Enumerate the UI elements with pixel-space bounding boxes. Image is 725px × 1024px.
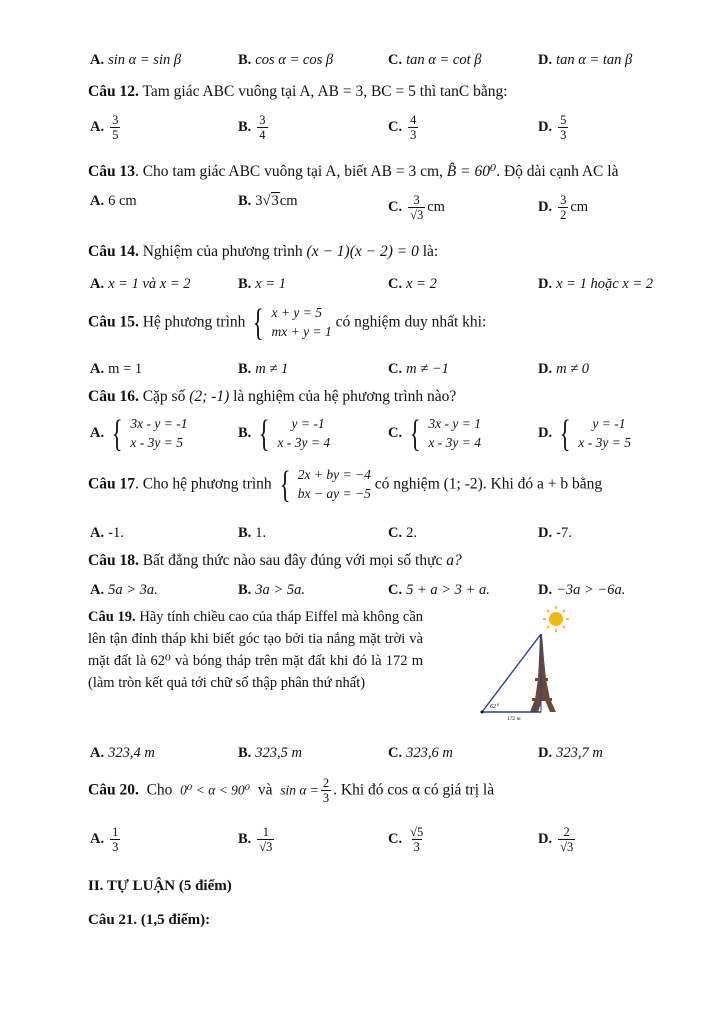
q19-option-c: C. 323,6 m <box>388 745 453 761</box>
q19-option-d: D. 323,7 m <box>538 745 603 761</box>
q16-option-a: A. { 3x - y = -1 x - 3y = 5 <box>90 413 188 455</box>
q18-option-a: A. 5a > 3a. <box>90 582 158 598</box>
q13-option-d: D. $\frac{3}{2}$ cm <box>538 193 589 223</box>
q12-option-c: C. $\frac{4}{3}$ <box>388 113 417 143</box>
section-title: II. TỰ LUẬN (5 điểm) <box>88 878 232 894</box>
q17-text: Câu 17. Cho hệ phương trình { 2x + by = −4 bx − ay = −5 có nghiệm (1; -2). Khi đó a + b bằng <box>88 464 603 506</box>
q11-option-b: B. cos α = cos β <box>238 52 334 68</box>
q19-text: Câu 19. Hãy tính chiều cao của tháp Eiffel mà không cần lên tận đỉnh tháp khi biết góc tạo bởi tia nắng mặt trời và mặt đất là 62⁰ và bóng tháp trên mặt đất khi đó là 172 m (làm tròn kết quả tới chữ số thập phân thứ nhất) <box>88 609 424 691</box>
q19-option-b: B. 323,5 m <box>238 745 303 761</box>
q16-option-b: B. { y = -1 x - 3y = 4 <box>238 413 331 455</box>
q15-option-b: B. m ≠ 1 <box>238 361 289 377</box>
length-label: 172 m <box>507 716 521 722</box>
q21-title: Câu 21. (1,5 điểm): <box>88 912 211 928</box>
ground-point <box>481 711 484 714</box>
q20-option-d: D. $\frac{2}{√3}$ <box>538 825 574 855</box>
q14-text: Câu 14. Nghiệm của phương trình (x − 1)(x − 2) = 0 là: <box>88 243 439 260</box>
q15-text: Câu 15. Hệ phương trình { x + y = 5 mx + y = 1 có nghiệm duy nhất khi: <box>88 302 487 344</box>
q17-option-d: D. -7. <box>538 525 572 541</box>
q15-option-d: D. m ≠ 0 <box>538 361 590 377</box>
q17-option-c: C. 2. <box>388 525 417 541</box>
q14-option-b: B. x = 1 <box>238 276 287 292</box>
q16-text: Câu 16. Cặp số (2; -1) là nghiệm của hệ phương trình nào? <box>88 388 457 405</box>
sun-icon <box>543 606 569 632</box>
q14-option-a: A. x = 1 và x = 2 <box>90 276 191 292</box>
q20-option-c: C. $\frac{√5}{3}$ <box>388 825 424 855</box>
q12-option-a: A. $\frac{3}{5}$ <box>90 113 119 143</box>
q20-option-b: B. $\frac{1}{√3}$ <box>238 825 273 855</box>
q13-option-c: C. $\frac{3}{√3}$ cm <box>388 193 445 223</box>
q16-option-d: D. { y = -1 x - 3y = 5 <box>538 413 631 455</box>
q17-option-a: A. -1. <box>90 525 124 541</box>
q20-text: Câu 20. Cho 0⁰ < α < 90⁰ và sin α = $\frac{2}{3}$ . Khi đó cos α có giá trị là <box>88 776 495 806</box>
q12-text: Câu 12. Tam giác ABC vuông tại A, AB = 3, BC = 5 thì tanC bằng: <box>88 83 508 100</box>
q13-option-b: B. 3√3cm <box>238 193 298 209</box>
q13-text: Câu 13. Cho tam giác ABC vuông tại A, biết AB = 3 cm, B̂ = 60⁰. Độ dài cạnh AC là <box>88 163 619 180</box>
q20-option-a: A. $\frac{1}{3}$ <box>90 825 119 855</box>
q14-option-c: C. x = 2 <box>388 276 437 292</box>
q12-option-d: D. $\frac{5}{3}$ <box>538 113 567 143</box>
q16-option-c: C. { 3x - y = 1 x - 3y = 4 <box>388 413 481 455</box>
eiffel-figure <box>470 604 585 724</box>
q17-system: { 2x + by = −4 bx − ay = −5 <box>279 464 371 506</box>
q11-option-d: D. tan α = tan β <box>538 52 633 68</box>
q12-option-b: B. $\frac{3}{4}$ <box>238 113 266 143</box>
q15-option-c: C. m ≠ −1 <box>388 361 449 377</box>
q18-option-c: C. 5 + a > 3 + a. <box>388 582 490 598</box>
q18-text: Câu 18. Bất đẳng thức nào sau đây đúng với mọi số thực a? <box>88 552 462 569</box>
q19-option-a: A. 323,4 m <box>90 745 155 761</box>
angle-label: 62⁰ <box>490 704 499 710</box>
q15-option-a: A. m = 1 <box>90 361 143 377</box>
q18-option-b: B. 3a > 5a. <box>238 582 305 598</box>
q18-option-d: D. −3a > −6a. <box>538 582 626 598</box>
eiffel-tower-icon <box>530 634 556 712</box>
q11-option-c: C. tan α = cot β <box>388 52 482 68</box>
q15-system: { x + y = 5 mx + y = 1 <box>252 302 332 344</box>
q17-option-b: B. 1. <box>238 525 267 541</box>
q11-option-a: A. sin α = sin β <box>90 52 182 68</box>
q13-option-a: A. 6 cm <box>90 193 137 209</box>
q14-option-d: D. x = 1 hoặc x = 2 <box>538 276 653 292</box>
